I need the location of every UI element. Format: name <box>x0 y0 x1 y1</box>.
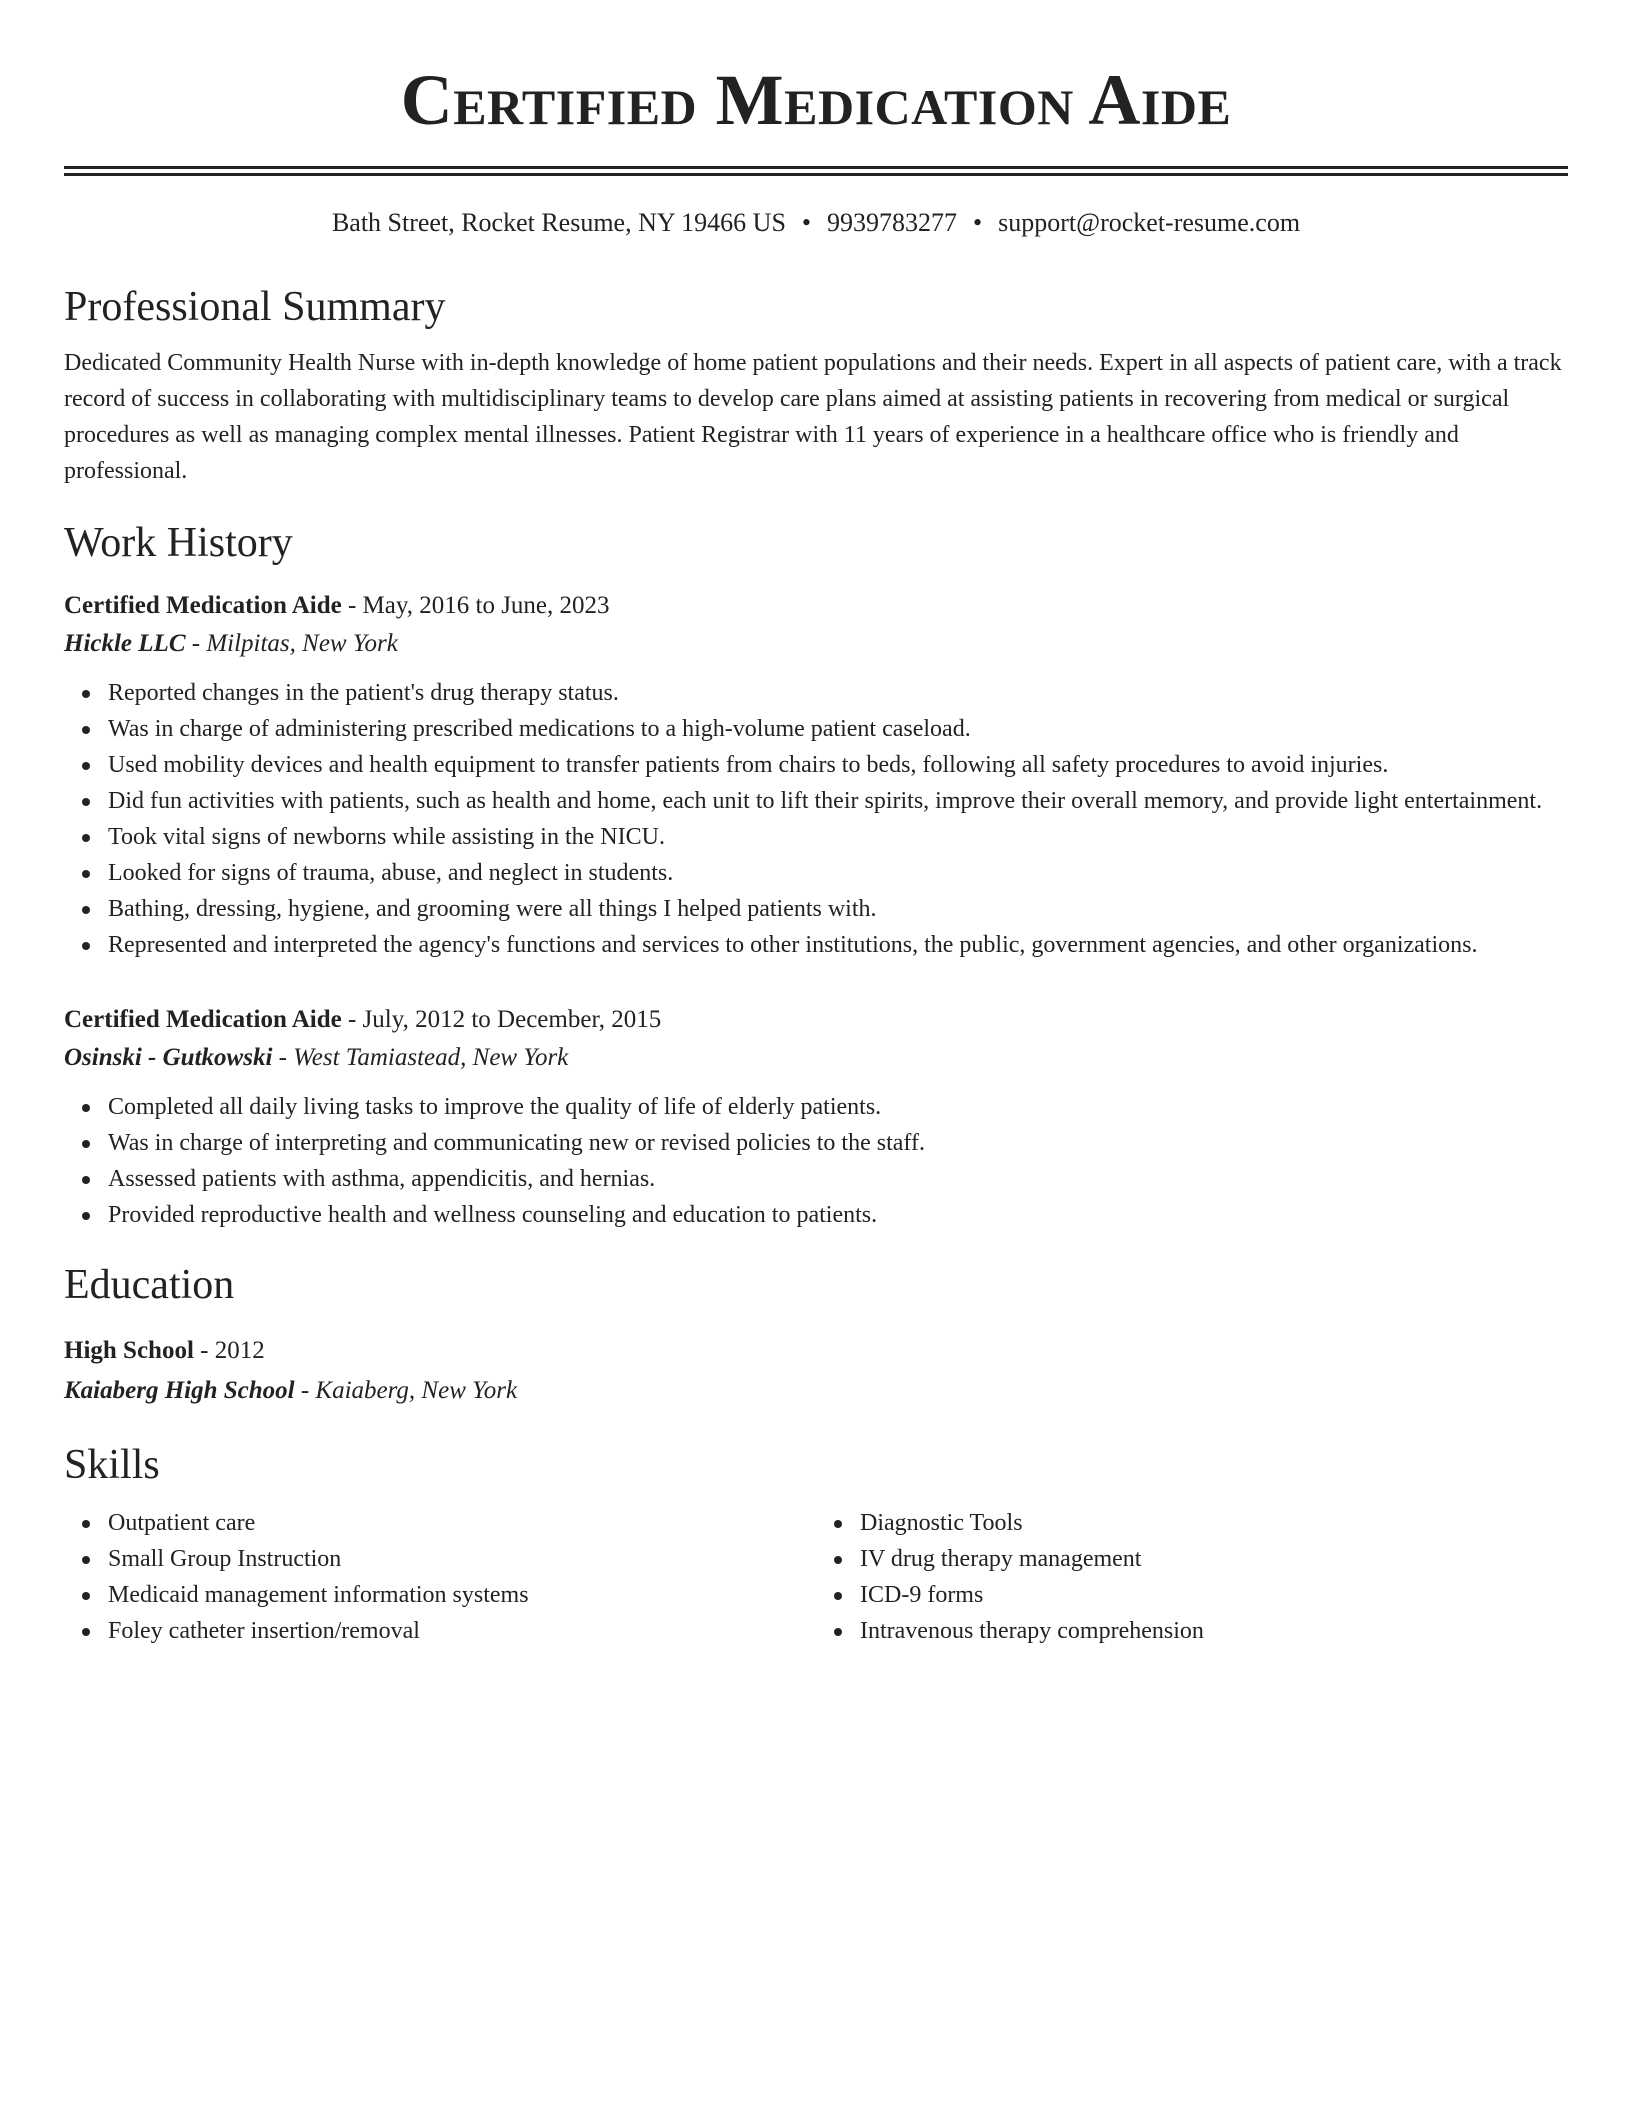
skill-item: Diagnostic Tools <box>860 1505 1568 1541</box>
contact-line <box>64 207 1568 239</box>
list-item: Was in charge of interpreting and communicating new or revised policies to the staff. <box>108 1125 1568 1161</box>
skills-columns <box>64 1505 1568 1649</box>
education-location: - Kaiaberg, New York <box>294 1377 518 1404</box>
section-heading-education: Education <box>64 1262 235 1308</box>
resume-name: Certified Medication Aide <box>400 60 1232 140</box>
job-entry <box>64 587 1568 963</box>
list-item: Provided reproductive health and wellness counseling and education to patients. <box>108 1197 1568 1233</box>
job-title: Certified Medication Aide <box>64 1006 342 1033</box>
contact-phone: 9939783277 <box>827 208 958 237</box>
job-company-line <box>64 1039 1568 1077</box>
resume-page <box>64 0 1568 1649</box>
contact-email: support@rocket-resume.com <box>998 208 1301 237</box>
education-degree: High School <box>64 1337 194 1364</box>
job-title: Certified Medication Aide <box>64 592 342 619</box>
job-bullets <box>64 675 1568 963</box>
skill-item: Intravenous therapy comprehension <box>860 1613 1568 1649</box>
skill-item: Outpatient care <box>108 1505 816 1541</box>
list-item: Looked for signs of trauma, abuse, and neglect in students. <box>108 855 1568 891</box>
list-item: Completed all daily living tasks to improve the quality of life of elderly patients. <box>108 1089 1568 1125</box>
skill-item: ICD-9 forms <box>860 1577 1568 1613</box>
job-location: - Milpitas, New York <box>185 630 398 657</box>
job-location: - West Tamiastead, New York <box>272 1044 569 1071</box>
list-item: Took vital signs of newborns while assisting in the NICU. <box>108 819 1568 855</box>
skills-left-column <box>64 1505 816 1649</box>
education-degree-line <box>64 1331 1568 1371</box>
contact-separator: • <box>801 208 812 237</box>
skill-item: Small Group Instruction <box>108 1541 816 1577</box>
list-item: Reported changes in the patient's drug therapy status. <box>108 675 1568 711</box>
section-heading-skills: Skills <box>64 1442 160 1488</box>
contact-separator: • <box>973 208 983 237</box>
job-company: Osinski - Gutkowski <box>64 1044 273 1071</box>
skill-item: Medicaid management information systems <box>108 1577 816 1613</box>
header-double-rule <box>64 166 1568 169</box>
list-item: Used mobility devices and health equipment to transfer patients from chairs to beds, following all safety procedures to avoid injuries. <box>108 747 1568 783</box>
job-title-line <box>64 587 1568 625</box>
contact-address: Bath Street, Rocket Resume, NY 19466 US <box>331 208 786 237</box>
summary-text: Dedicated Community Health Nurse with in-depth knowledge of home patient populations and their needs. Expert in all aspects of patient care, with a track record of success in collaborating with multidisciplinary teams to develop care plans aimed at assisting patients in recovering from medical or surgical procedures as well as managing complex mental illnesses. Patient Registrar with 11 years of experience in a healthcare office who is friendly and professional. <box>64 350 1562 484</box>
job-dates: - May, 2016 to June, 2023 <box>341 592 610 619</box>
list-item: Assessed patients with asthma, appendicitis, and hernias. <box>108 1161 1568 1197</box>
job-company: Hickle LLC <box>64 630 186 657</box>
list-item: Was in charge of administering prescribed medications to a high-volume patient caseload. <box>108 711 1568 747</box>
job-dates: - July, 2012 to December, 2015 <box>341 1006 662 1033</box>
section-heading-summary: Professional Summary <box>64 284 446 330</box>
job-title-line <box>64 1001 1568 1039</box>
job-company-line <box>64 625 1568 663</box>
education-school: Kaiaberg High School <box>64 1377 295 1404</box>
list-item: Did fun activities with patients, such as health and home, each unit to lift their spirits, improve their overall memory, and provide light entertainment. <box>108 783 1568 819</box>
education-year: - 2012 <box>193 1337 265 1364</box>
skill-item: IV drug therapy management <box>860 1541 1568 1577</box>
skill-item: Foley catheter insertion/removal <box>108 1613 816 1649</box>
job-bullets <box>64 1089 1568 1233</box>
list-item: Represented and interpreted the agency's functions and services to other institutions, the public, government agencies, and other organizations. <box>108 927 1568 963</box>
list-item: Bathing, dressing, hygiene, and grooming were all things I helped patients with. <box>108 891 1568 927</box>
section-heading-work: Work History <box>64 520 293 566</box>
education-school-line <box>64 1371 1568 1411</box>
education-entry <box>64 1331 1568 1411</box>
skills-right-column <box>816 1505 1568 1649</box>
job-entry <box>64 1001 1568 1233</box>
